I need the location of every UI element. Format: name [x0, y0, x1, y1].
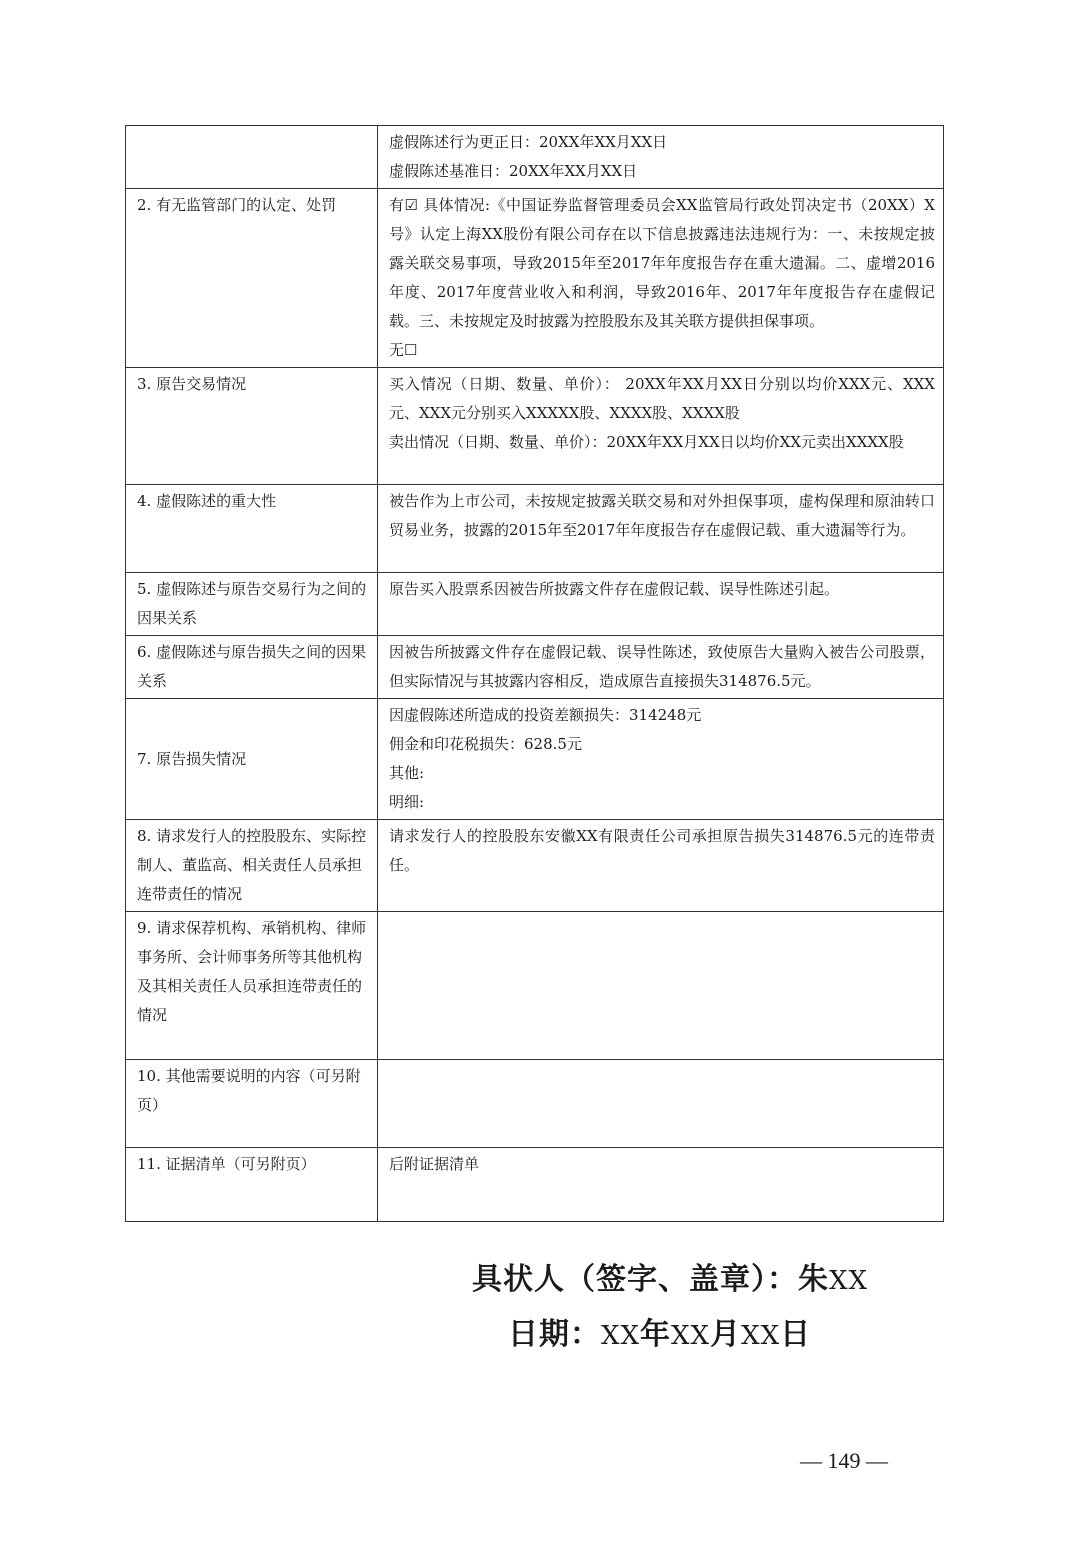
date-label: 日期：: [508, 1317, 601, 1352]
table-row: [126, 699, 944, 820]
materiality-text: 被告作为上市公司，未按规定披露关联交易和对外担保事项，虚构保理和原油转口贸易业务，披露的2015年至2017年年度报告存在虚假记载、重大遗漏等行为。: [389, 492, 935, 539]
row-label: 2. 有无监管部门的认定、处罚: [126, 189, 378, 368]
controlling-shareholder-claim-text: 请求发行人的控股股东安徽XX有限责任公司承担原告损失314876.5元的连带责任。: [389, 827, 935, 874]
row-label: [126, 126, 378, 189]
row-content: [378, 573, 944, 636]
row-label: 10. 其他需要说明的内容（可另附页）: [126, 1060, 378, 1148]
row-content: [378, 636, 944, 699]
date-day-value: XX: [741, 1321, 781, 1351]
table-row: [126, 820, 944, 912]
correction-date-text: 虚假陈述行为更正日：20XX年XX月XX日: [389, 133, 668, 151]
date-day-unit: 日: [780, 1317, 812, 1352]
evidence-list-text: 后附证据清单: [389, 1155, 480, 1173]
row-content: [378, 912, 944, 1060]
row-content: [378, 368, 944, 485]
base-date-text: 虚假陈述基准日：20XX年XX月XX日: [389, 162, 638, 180]
row-label: 4. 虚假陈述的重大性: [126, 485, 378, 573]
row-content: [378, 126, 944, 189]
table-row: [126, 126, 944, 189]
date-line: [508, 1309, 1028, 1353]
row-label: 5. 虚假陈述与原告交易行为之间的因果关系: [126, 573, 378, 636]
complaint-form-table: [125, 125, 944, 1222]
causation-trade-text: 原告买入股票系因被告所披露文件存在虚假记载、误导性陈述引起。: [389, 580, 840, 598]
sell-info-text: 卖出情况（日期、数量、单价）：20XX年XX月XX日以均价XX元卖出XXXX股: [389, 433, 904, 451]
date-year-value: XX: [601, 1321, 641, 1351]
investment-loss-text: 因虚假陈述所造成的投资差额损失：314248元: [389, 706, 702, 724]
none-option-text: 无☐: [389, 341, 418, 359]
row-content: [378, 820, 944, 912]
signature-name-prefix: 朱: [798, 1262, 829, 1297]
table-row: [126, 912, 944, 1060]
signature-name-rest: XX: [829, 1266, 869, 1296]
table-row: [126, 485, 944, 573]
row-content: [378, 485, 944, 573]
table-row: [126, 573, 944, 636]
row-content: [378, 1060, 944, 1148]
row-label: 6. 虚假陈述与原告损失之间的因果关系: [126, 636, 378, 699]
signature-line: [472, 1254, 992, 1298]
table-row: [126, 189, 944, 368]
date-month-value: XX: [671, 1321, 711, 1351]
row-content: [378, 1148, 944, 1222]
row-content: [378, 189, 944, 368]
date-month-unit: 月: [710, 1317, 742, 1352]
table-row: [126, 368, 944, 485]
page-number: — 149 —: [800, 1448, 888, 1473]
row-label: 8. 请求发行人的控股股东、实际控制人、董监高、相关责任人员承担连带责任的情况: [126, 820, 378, 912]
row-label: 7. 原告损失情况: [126, 699, 378, 820]
causation-loss-text: 因被告所披露文件存在虚假记载、误导性陈述，致使原告大量购入被告公司股票，但实际情况与其披露内容相反，造成原告直接损失314876.5元。: [389, 643, 935, 690]
row-label: 9. 请求保荐机构、承销机构、律师事务所、会计师事务所等其他机构及其相关责任人员承担连带责任的情况: [126, 912, 378, 1060]
row-label: 11. 证据清单（可另附页）: [126, 1148, 378, 1222]
date-year-unit: 年: [640, 1317, 672, 1352]
table-row: [126, 636, 944, 699]
details-text: 明细:: [389, 793, 425, 811]
table-row: [126, 1148, 944, 1222]
commission-loss-text: 佣金和印花税损失：628.5元: [389, 735, 582, 753]
buy-info-text: 买入情况（日期、数量、单价）： 20XX年XX月XX日分别以均价XXX元、XXX元、XXX元分别买入XXXXX股、XXXX股、XXXX股: [389, 375, 935, 422]
regulatory-finding-text: 有☑ 具体情况:《中国证券监督管理委员会XX监管局行政处罚决定书（20XX）X号》认定上海XX股份有限公司存在以下信息披露违法违规行为：一、未按规定披露关联交易事项，导致2015年至2017年年度报告存在重大遗漏。二、虚增2016年度、2017年度营业收入和利润，导致2016年、2017年年度报告存在虚假记载。三、未按规定及时披露为控股股东及其关联方提供担保事项。: [389, 196, 935, 330]
row-content: [378, 699, 944, 820]
row-label: 3. 原告交易情况: [126, 368, 378, 485]
other-loss-text: 其他:: [389, 764, 425, 782]
table-row: [126, 1060, 944, 1148]
signature-label: 具状人（签字、盖章）：: [472, 1262, 798, 1297]
